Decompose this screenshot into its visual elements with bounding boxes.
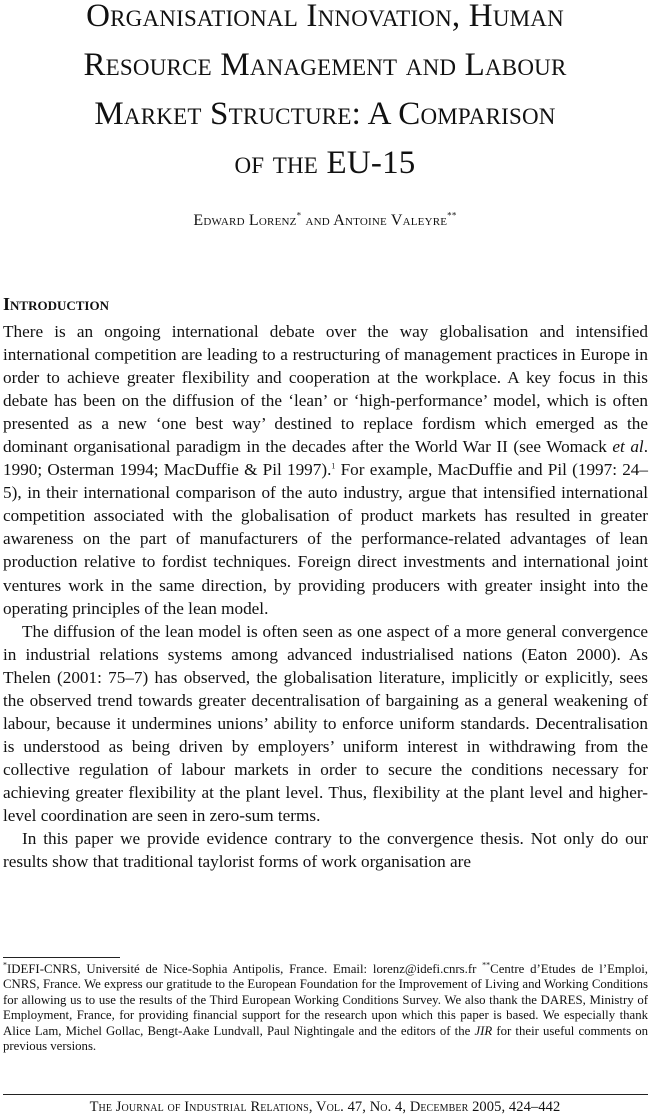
paragraph: In this paper we provide evidence contrary to the convergence thesis. Not only do our results show that traditional taylorist forms of work organisation are [3,829,648,872]
footer-divider [3,1094,648,1095]
text-run: . 1990; Osterman 1994; MacDuffie & Pil 1997). [3,437,648,480]
footnote-text: for their useful comments on previous versions. [3,1023,648,1054]
footnote-marker: * [3,960,7,970]
text-run: For example, MacDuffie and Pil (1997: 24–5), in their international comparison of the auto industry, argue that intensified international competition associated with the globalisation of product markets has resulted in greater awareness on the part of manufacturers of the performance-related advantages of lean production relative to fordist techniques. Foreign direct investments and international joint ventures work in the same direction, by providing producers with greater insight into the operating principles of the lean model. [3,460,648,618]
title-line: Resource Management and Labour [83,47,567,83]
footnote-marker: ** [482,960,491,970]
paragraph: The diffusion of the lean model is often seen as one aspect of a more general convergence in industrial relations systems among advanced industrialised nations (Eaton 2000). As Thelen (2001: 75–7) has observed, the globalisation literature, implicitly or explicitly, sees the observed trend towards greater decentralisation of bargaining as a general weakening of labour, because it undermines unions’ ability to enforce uniform standards. Decentralisation is understood as being driven by employers’ uniform interest in withdrawing from the collective regulation of labour markets in order to secure the conditions necessary for achieving greater flexibility at the plant level. Thus, flexibility at the plant level and higher-level coordination are seen in zero-sum terms. [3,621,648,825]
footnote-text: Centre d’Etudes de l’Emploi, CNRS, France. We express our gratitude to the European Foundation for the Improvement of Living and Working Conditions for allowing us to use the results of the Third European Working Conditions Survey. We also thank the DARES, Ministry of Employment, France, for providing financial support for the research upon which this paper is based. We especially thank Alice Lam, Michel Gollac, Bengt-Aake Lundvall, Paul Nightingale and the editors of the [3,962,648,1038]
author-list [0,212,650,230]
paper-title [0,0,650,188]
author-conjunction: and [301,212,334,229]
text-run: There is an ongoing international debate over the way globalisation and intensified international competition are leading to a restructuring of management practices in Europe in order to achieve greater flexibility and cooperation at the workplace. A key focus in this debate has been on the diffusion of the ‘lean’ or ‘high-performance’ model, which is often presented as a new ‘one best way’ destined to replace fordism which emerged as the dominant organisational paradigm in the decades after the World War II (see Womack [3,322,648,457]
body-text [3,320,648,873]
title-line: Market Structure: A Comparison [94,96,556,132]
italic-text: et al [612,437,644,457]
footnote-ref: 1 [331,461,336,471]
author-name: Antoine Valeyre [333,212,448,229]
journal-name: The Journal of Industrial Relations [89,1099,309,1115]
section-heading: Introduction [3,294,109,314]
volume-info: Vol. 47, No. 4, December 2005, 424–442 [316,1099,561,1115]
title-line: Organisational Innovation, Human [86,0,564,34]
journal-abbreviation: JIR [474,1023,493,1038]
footnote-divider [3,957,120,958]
title-line: of the EU-15 [234,145,416,181]
paragraph [3,320,648,620]
footnote [3,962,648,1054]
author-affiliation-marker: ** [447,210,457,221]
author-affiliation-marker: * [296,210,302,221]
author-name: Edward Lorenz [193,212,297,229]
footnote-text: IDEFI-CNRS, Université de Nice-Sophia Antipolis, France. Email: lorenz@idefi.cnrs.fr [7,962,483,976]
running-footer: The Journal of Industrial Relations, Vol. 47, No. 4, December 2005, 424–442 [89,1099,561,1115]
